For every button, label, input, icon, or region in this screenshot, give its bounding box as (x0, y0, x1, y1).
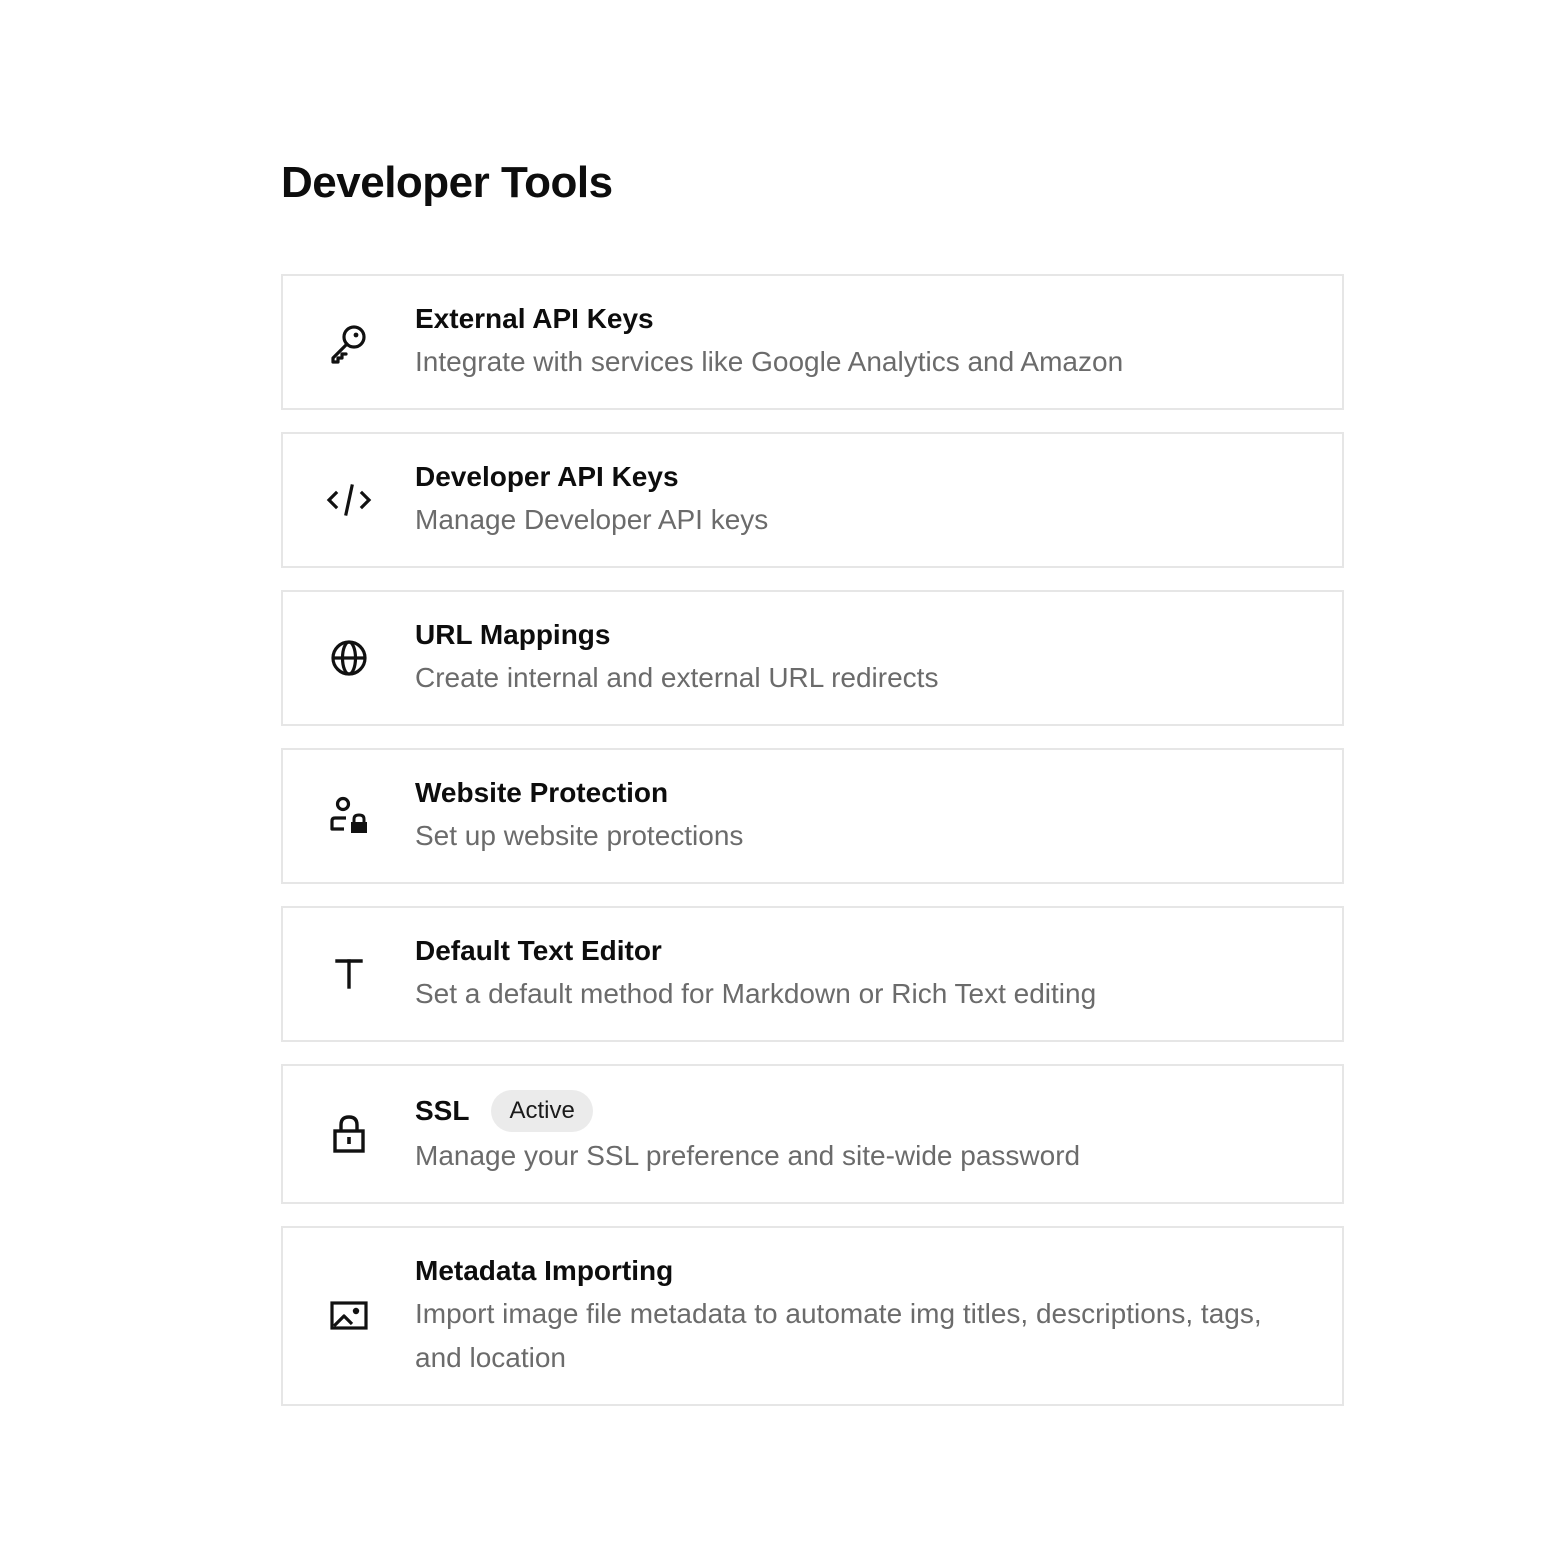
tool-description: Create internal and external URL redirects (415, 662, 939, 693)
tool-title: External API Keys (415, 303, 654, 334)
tool-list (281, 274, 1344, 1428)
text-icon (283, 950, 415, 998)
lock-icon (283, 1110, 415, 1158)
tool-title: Website Protection (415, 777, 669, 808)
tool-description: Set a default method for Markdown or Rich Text editing (415, 978, 1097, 1009)
image-icon (283, 1292, 415, 1340)
tool-card-ssl[interactable] (281, 1064, 1344, 1204)
tool-description: Manage your SSL preference and site-wide password (415, 1140, 1081, 1171)
code-icon (283, 476, 415, 524)
tool-card-external-api-keys[interactable] (281, 274, 1344, 410)
status-badge: Active (491, 1090, 592, 1132)
tool-title: Metadata Importing (415, 1255, 674, 1286)
tool-title: URL Mappings (415, 619, 611, 650)
tool-card-metadata-importing[interactable] (281, 1226, 1344, 1406)
globe-icon (283, 634, 415, 682)
tool-title: Developer API Keys (415, 461, 679, 492)
tool-title: Default Text Editor (415, 935, 662, 966)
tool-description: Manage Developer API keys (415, 504, 769, 535)
user-lock-icon (283, 792, 415, 840)
tool-description: Set up website protections (415, 820, 744, 851)
tool-description: Integrate with services like Google Analytics and Amazon (415, 346, 1124, 377)
tool-card-default-text-editor[interactable] (281, 906, 1344, 1042)
key-icon (283, 318, 415, 366)
tool-card-url-mappings[interactable] (281, 590, 1344, 726)
tool-title: SSL (415, 1095, 470, 1126)
tool-description: Import image file metadata to automate img titles, descriptions, tags, and location (415, 1298, 1262, 1373)
tool-card-website-protection[interactable] (281, 748, 1344, 884)
page-title: Developer Tools (281, 158, 613, 207)
tool-card-developer-api-keys[interactable] (281, 432, 1344, 568)
